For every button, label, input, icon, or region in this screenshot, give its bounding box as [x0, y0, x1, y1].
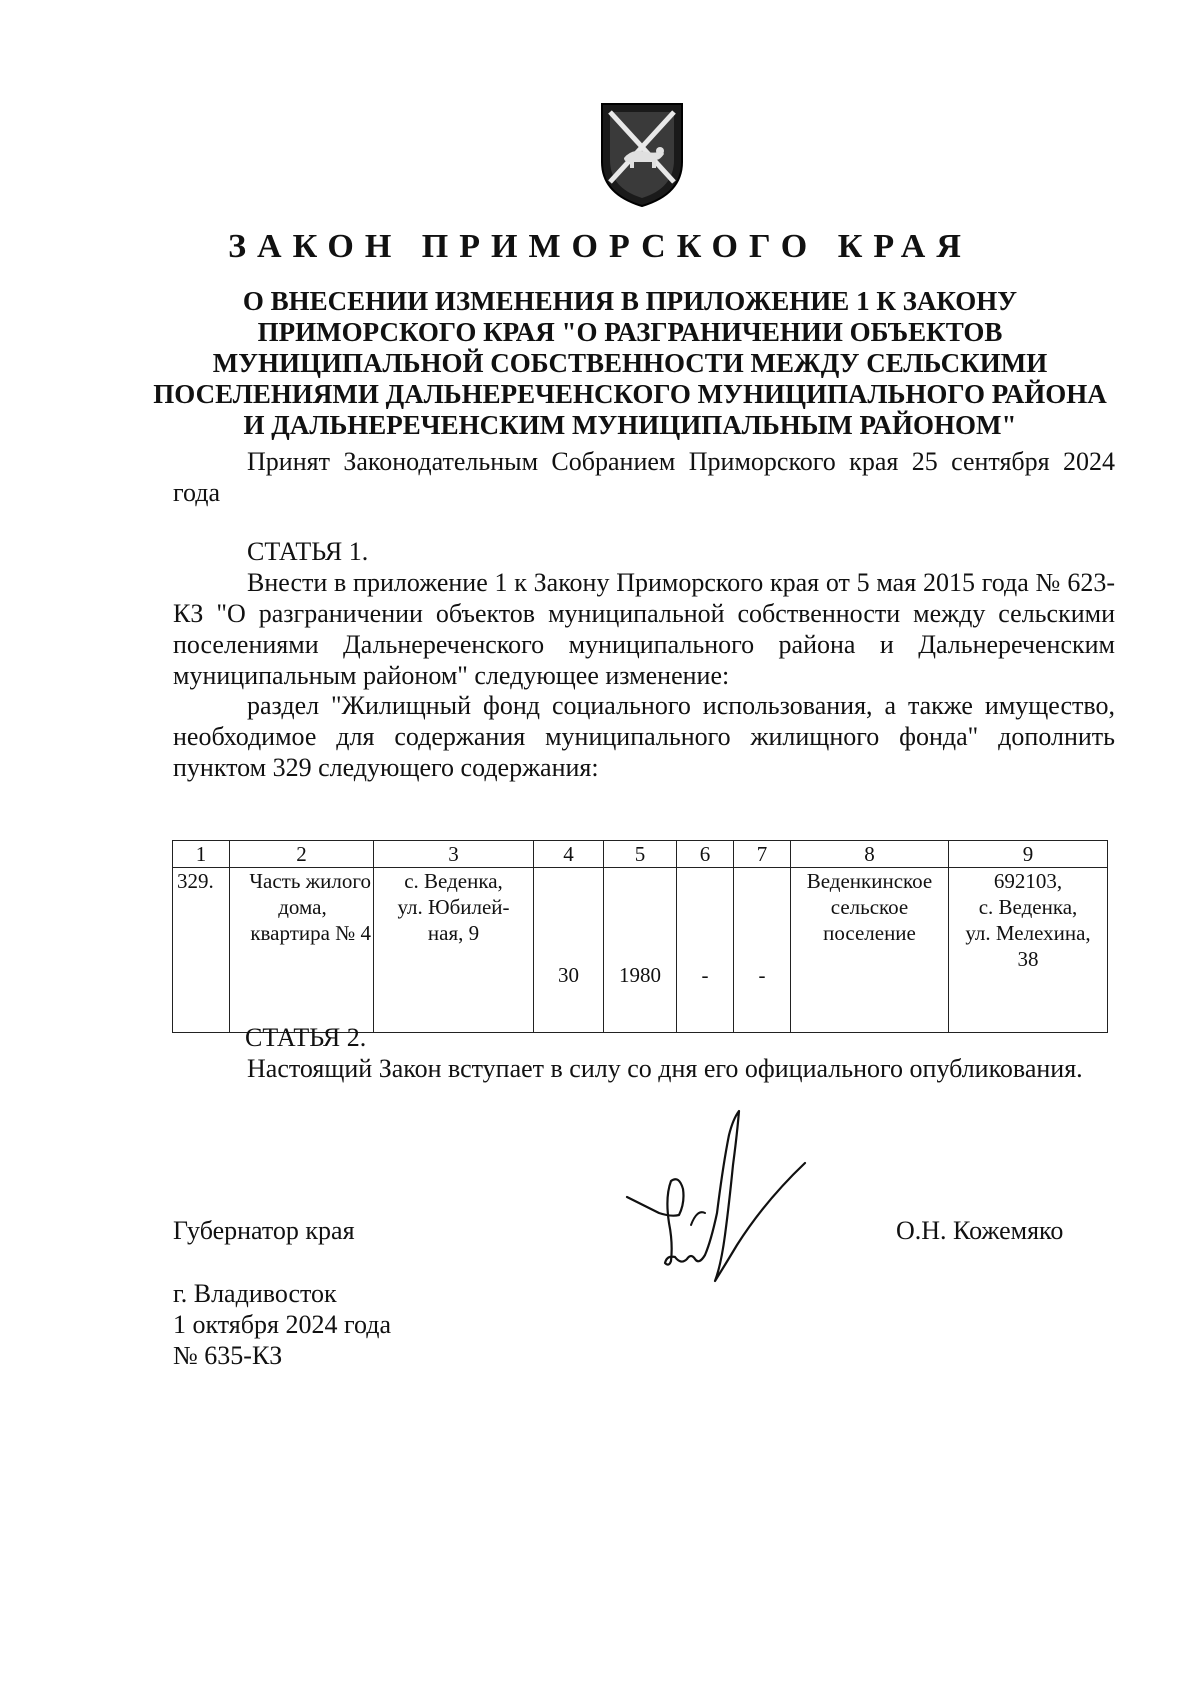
- postal-line: ул. Мелехина,: [965, 921, 1091, 945]
- table-header-cell: 4: [534, 841, 604, 868]
- law-number: № 635-КЗ: [173, 1341, 283, 1370]
- col-5-value: 1980: [604, 868, 677, 1033]
- table-header-cell: 2: [230, 841, 374, 868]
- object-name-line: Часть жилого: [249, 869, 371, 893]
- signing-date: 1 октября 2024 года: [173, 1310, 391, 1339]
- article-1-amendment: раздел "Жилищный фонд социального использования, а также имущество, необходимое для содержания муниципального жилищного фонда" дополнить пунктом 329 следующего содержания:: [173, 691, 1115, 782]
- owner-line: поселение: [823, 921, 916, 945]
- item-number: 329.: [173, 868, 230, 1033]
- address-line: с. Веденка,: [404, 869, 503, 893]
- law-subtitle: О ВНЕСЕНИИ ИЗМЕНЕНИЯ В ПРИЛОЖЕНИЕ 1 К ЗАКОНУ ПРИМОРСКОГО КРАЯ "О РАЗГРАНИЧЕНИИ ОБЪЕКТОВ МУНИЦИПАЛЬНОЙ СОБСТВЕННОСТИ МЕЖДУ СЕЛЬСКИМИ ПОСЕЛЕНИЯМИ ДАЛЬНЕРЕЧЕНСКОГО МУНИЦИПАЛЬНОГО РАЙОНА И ДАЛЬНЕРЕЧЕНСКИМ МУНИЦИПАЛЬНЫМ РАЙОНОМ": [153, 286, 1107, 440]
- object-name-line: квартира № 4: [250, 921, 371, 945]
- article-1-text: Внести в приложение 1 к Закону Приморского края от 5 мая 2015 года № 623-КЗ "О разграничении объектов муниципальной собственности между сельскими поселениями Дальнереченского муниципального района и Дальнереченским муниципальным районом" следующее изменение:: [173, 568, 1115, 690]
- city: г. Владивосток: [173, 1279, 337, 1308]
- table-header-cell: 6: [677, 841, 734, 868]
- object-name-line: дома,: [278, 895, 327, 919]
- table-header-cell: 1: [173, 841, 230, 868]
- coat-of-arms-emblem: [600, 102, 684, 208]
- table-header-cell: 5: [604, 841, 677, 868]
- table-row: [173, 868, 1108, 1033]
- object-address-cell: [374, 868, 534, 1033]
- article-1-heading: СТАТЬЯ 1.: [247, 537, 369, 566]
- table-header-cell: 9: [949, 841, 1108, 868]
- address-line: ул. Юбилей-: [397, 895, 510, 919]
- object-name-cell: [230, 868, 374, 1033]
- signatory-position: Губернатор края: [173, 1216, 355, 1245]
- owner-line: сельское: [830, 895, 909, 919]
- article-2-text: Настоящий Закон вступает в силу со дня его официального опубликования.: [247, 1054, 1083, 1083]
- signatory-name: О.Н. Кожемяко: [896, 1216, 1064, 1245]
- col-4-value: 30: [534, 868, 604, 1033]
- owner-cell: [791, 868, 949, 1033]
- col-7-value: -: [734, 868, 791, 1033]
- postal-address-cell: [949, 868, 1108, 1033]
- owner-line: Веденкинское: [806, 869, 933, 893]
- table-header-cell: 7: [734, 841, 791, 868]
- law-title: ЗАКОН ПРИМОРСКОГО КРАЯ: [228, 228, 972, 265]
- table-header-cell: 8: [791, 841, 949, 868]
- amendment-table: [172, 840, 1108, 1033]
- adopted-note: Принят Законодательным Собранием Приморского края 25 сентября 2024 года: [173, 447, 1115, 507]
- article-2-heading: СТАТЬЯ 2.: [245, 1023, 367, 1052]
- address-line: ная, 9: [427, 921, 480, 945]
- postal-line: 38: [1017, 947, 1039, 971]
- postal-line: 692103,: [993, 869, 1063, 893]
- postal-line: с. Веденка,: [978, 895, 1078, 919]
- col-6-value: -: [677, 868, 734, 1033]
- table-header-cell: 3: [374, 841, 534, 868]
- handwritten-signature: [625, 1105, 855, 1285]
